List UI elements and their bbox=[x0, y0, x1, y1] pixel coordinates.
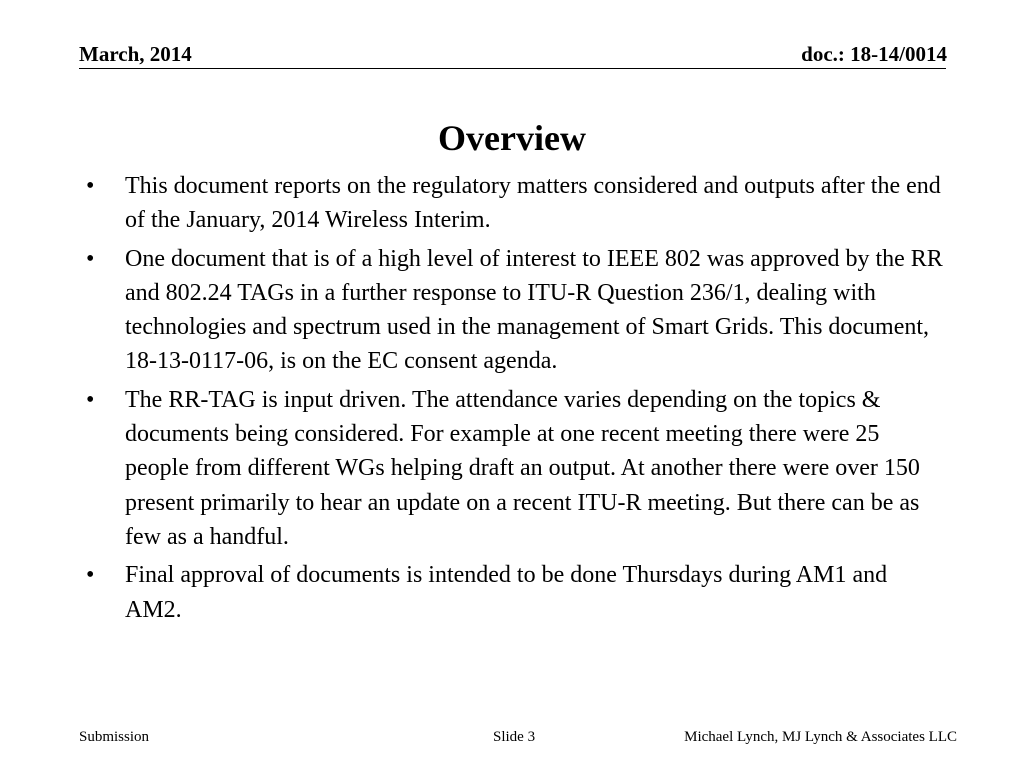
bullet-item bbox=[86, 558, 946, 627]
bullet-item bbox=[86, 169, 946, 238]
bullet-item bbox=[86, 383, 946, 554]
footer-author: Michael Lynch, MJ Lynch & Associates LLC bbox=[684, 729, 957, 745]
bullet-list bbox=[86, 169, 946, 631]
header-date: March, 2014 bbox=[79, 42, 192, 66]
slide-title: Overview bbox=[438, 118, 586, 158]
header-doc-id: doc.: 18-14/0014 bbox=[801, 42, 947, 66]
footer-submission: Submission bbox=[79, 729, 150, 745]
bullet-text: Final approval of documents is intended to be done Thursdays during AM1 and AM2. bbox=[125, 562, 888, 623]
bullet-icon: • bbox=[86, 386, 95, 413]
bullet-text: This document reports on the regulatory matters considered and outputs after the end of the January, 2014 Wireless Interim. bbox=[125, 173, 941, 234]
footer-slide-number: Slide 3 bbox=[493, 729, 536, 745]
bullet-icon: • bbox=[86, 245, 95, 272]
bullet-item bbox=[86, 242, 946, 379]
bullet-text: One document that is of a high level of interest to IEEE 802 was approved by the RR and 802.24 TAGs in a further response to ITU-R Question 236/1, dealing with technologies and spectrum used in the management of Smart Grids. This document, 18-13-0117-06, is on the EC consent agenda. bbox=[125, 245, 943, 375]
bullet-icon: • bbox=[86, 173, 95, 199]
bullet-text: The RR-TAG is input driven. The attendance varies depending on the topics & documents being considered. For example at one recent meeting there were 25 people from different WGs helping draft an output. At another there were over 150 present primarily to hear an update on a recent ITU-R meeting. But there can be as few as a handful. bbox=[125, 386, 920, 550]
bullet-icon: • bbox=[86, 562, 95, 589]
header-divider bbox=[79, 68, 946, 69]
